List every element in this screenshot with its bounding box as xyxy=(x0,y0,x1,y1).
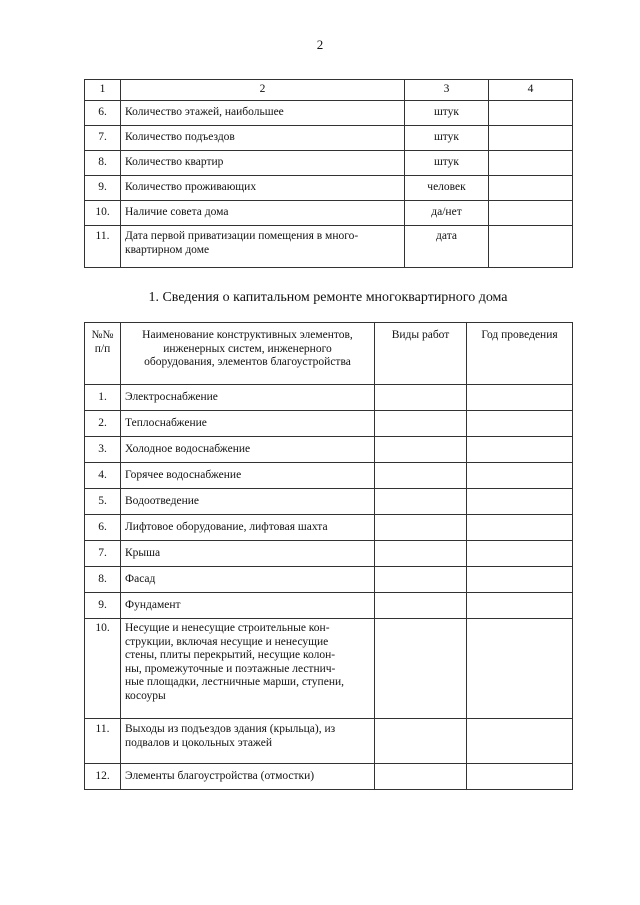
table-row xyxy=(85,593,573,619)
row-works-cell[interactable] xyxy=(375,515,467,541)
row-works-cell[interactable] xyxy=(375,385,467,411)
row-name: Количество проживающих xyxy=(121,176,405,201)
row-year-cell[interactable] xyxy=(467,619,573,719)
capital-repair-table xyxy=(84,322,573,790)
table-header-row xyxy=(85,323,573,385)
row-value-cell[interactable] xyxy=(489,101,573,126)
row-year-cell[interactable] xyxy=(467,437,573,463)
row-name: Фасад xyxy=(121,567,375,593)
row-number: 5. xyxy=(85,489,121,515)
header-element-name: Наименование конструктивных элементов, инженерных систем, инженерного оборудования, элементов благоустройства xyxy=(121,323,375,385)
row-name: Фундамент xyxy=(121,593,375,619)
row-number: 10. xyxy=(85,619,121,719)
table-row xyxy=(85,619,573,719)
row-number: 6. xyxy=(85,101,121,126)
table-row xyxy=(85,101,573,126)
row-number: 8. xyxy=(85,567,121,593)
row-value-cell[interactable] xyxy=(489,226,573,268)
table-header-row xyxy=(85,80,573,101)
row-number: 11. xyxy=(85,719,121,764)
table-row xyxy=(85,385,573,411)
header-works: Виды работ xyxy=(375,323,467,385)
row-number: 7. xyxy=(85,541,121,567)
header-year: Год проведения xyxy=(467,323,573,385)
row-value-cell[interactable] xyxy=(489,176,573,201)
row-name: Холодное водоснабжение xyxy=(121,437,375,463)
row-year-cell[interactable] xyxy=(467,593,573,619)
row-number: 1. xyxy=(85,385,121,411)
row-year-cell[interactable] xyxy=(467,515,573,541)
row-name: Теплоснабжение xyxy=(121,411,375,437)
table-row xyxy=(85,126,573,151)
row-number: 9. xyxy=(85,176,121,201)
row-number: 7. xyxy=(85,126,121,151)
table-row xyxy=(85,515,573,541)
row-value-cell[interactable] xyxy=(489,201,573,226)
row-unit: дата xyxy=(405,226,489,268)
row-name: Выходы из подъездов здания (крыльца), из подвалов и цокольных этажей xyxy=(121,719,375,764)
table-row xyxy=(85,226,573,268)
row-name: Электроснабжение xyxy=(121,385,375,411)
row-unit: да/нет xyxy=(405,201,489,226)
table-row xyxy=(85,463,573,489)
row-year-cell[interactable] xyxy=(467,764,573,790)
row-name: Количество квартир xyxy=(121,151,405,176)
table-row xyxy=(85,567,573,593)
row-year-cell[interactable] xyxy=(467,719,573,764)
row-unit: штук xyxy=(405,151,489,176)
row-unit: штук xyxy=(405,101,489,126)
row-value-cell[interactable] xyxy=(489,126,573,151)
table-row xyxy=(85,764,573,790)
row-works-cell[interactable] xyxy=(375,411,467,437)
row-year-cell[interactable] xyxy=(467,541,573,567)
row-works-cell[interactable] xyxy=(375,463,467,489)
row-number: 4. xyxy=(85,463,121,489)
row-name: Наличие совета дома xyxy=(121,201,405,226)
row-year-cell[interactable] xyxy=(467,385,573,411)
row-works-cell[interactable] xyxy=(375,541,467,567)
column-number-3: 3 xyxy=(405,80,489,101)
table-row xyxy=(85,201,573,226)
row-year-cell[interactable] xyxy=(467,463,573,489)
table-row xyxy=(85,437,573,463)
row-unit: человек xyxy=(405,176,489,201)
section-heading: 1. Сведения о капитальном ремонте многоквартирного дома xyxy=(148,290,508,305)
table-row xyxy=(85,489,573,515)
row-unit: штук xyxy=(405,126,489,151)
row-year-cell[interactable] xyxy=(467,411,573,437)
row-works-cell[interactable] xyxy=(375,764,467,790)
row-year-cell[interactable] xyxy=(467,567,573,593)
row-works-cell[interactable] xyxy=(375,567,467,593)
row-number: 10. xyxy=(85,201,121,226)
row-name: Горячее водоснабжение xyxy=(121,463,375,489)
row-works-cell[interactable] xyxy=(375,593,467,619)
column-number-2: 2 xyxy=(121,80,405,101)
column-number-1: 1 xyxy=(85,80,121,101)
row-works-cell[interactable] xyxy=(375,619,467,719)
row-works-cell[interactable] xyxy=(375,719,467,764)
column-number-4: 4 xyxy=(489,80,573,101)
row-name: Количество этажей, наибольшее xyxy=(121,101,405,126)
row-name: Крыша xyxy=(121,541,375,567)
house-info-table xyxy=(84,79,573,268)
row-number: 11. xyxy=(85,226,121,268)
row-name: Лифтовое оборудование, лифтовая шахта xyxy=(121,515,375,541)
row-number: 6. xyxy=(85,515,121,541)
table-row xyxy=(85,151,573,176)
row-year-cell[interactable] xyxy=(467,489,573,515)
table-row xyxy=(85,719,573,764)
header-number: №№ п/п xyxy=(85,323,121,385)
page-number: 2 xyxy=(316,37,324,52)
row-number: 9. xyxy=(85,593,121,619)
row-name: Количество подъездов xyxy=(121,126,405,151)
row-works-cell[interactable] xyxy=(375,437,467,463)
row-name: Дата первой приватизации помещения в много- квартирном доме xyxy=(121,226,405,268)
row-works-cell[interactable] xyxy=(375,489,467,515)
row-name: Несущие и ненесущие строительные кон- струкции, включая несущие и ненесущие стены, плиты перекрытий, несущие колон- ны, промежуточные и поэтажные лестнич- ные площадки, лестничные марши, ступени, косоуры xyxy=(121,619,375,719)
row-number: 12. xyxy=(85,764,121,790)
row-value-cell[interactable] xyxy=(489,151,573,176)
row-number: 2. xyxy=(85,411,121,437)
table-row xyxy=(85,541,573,567)
row-number: 8. xyxy=(85,151,121,176)
table-row xyxy=(85,411,573,437)
row-name: Элементы благоустройства (отмостки) xyxy=(121,764,375,790)
row-number: 3. xyxy=(85,437,121,463)
table-row xyxy=(85,176,573,201)
row-name: Водоотведение xyxy=(121,489,375,515)
